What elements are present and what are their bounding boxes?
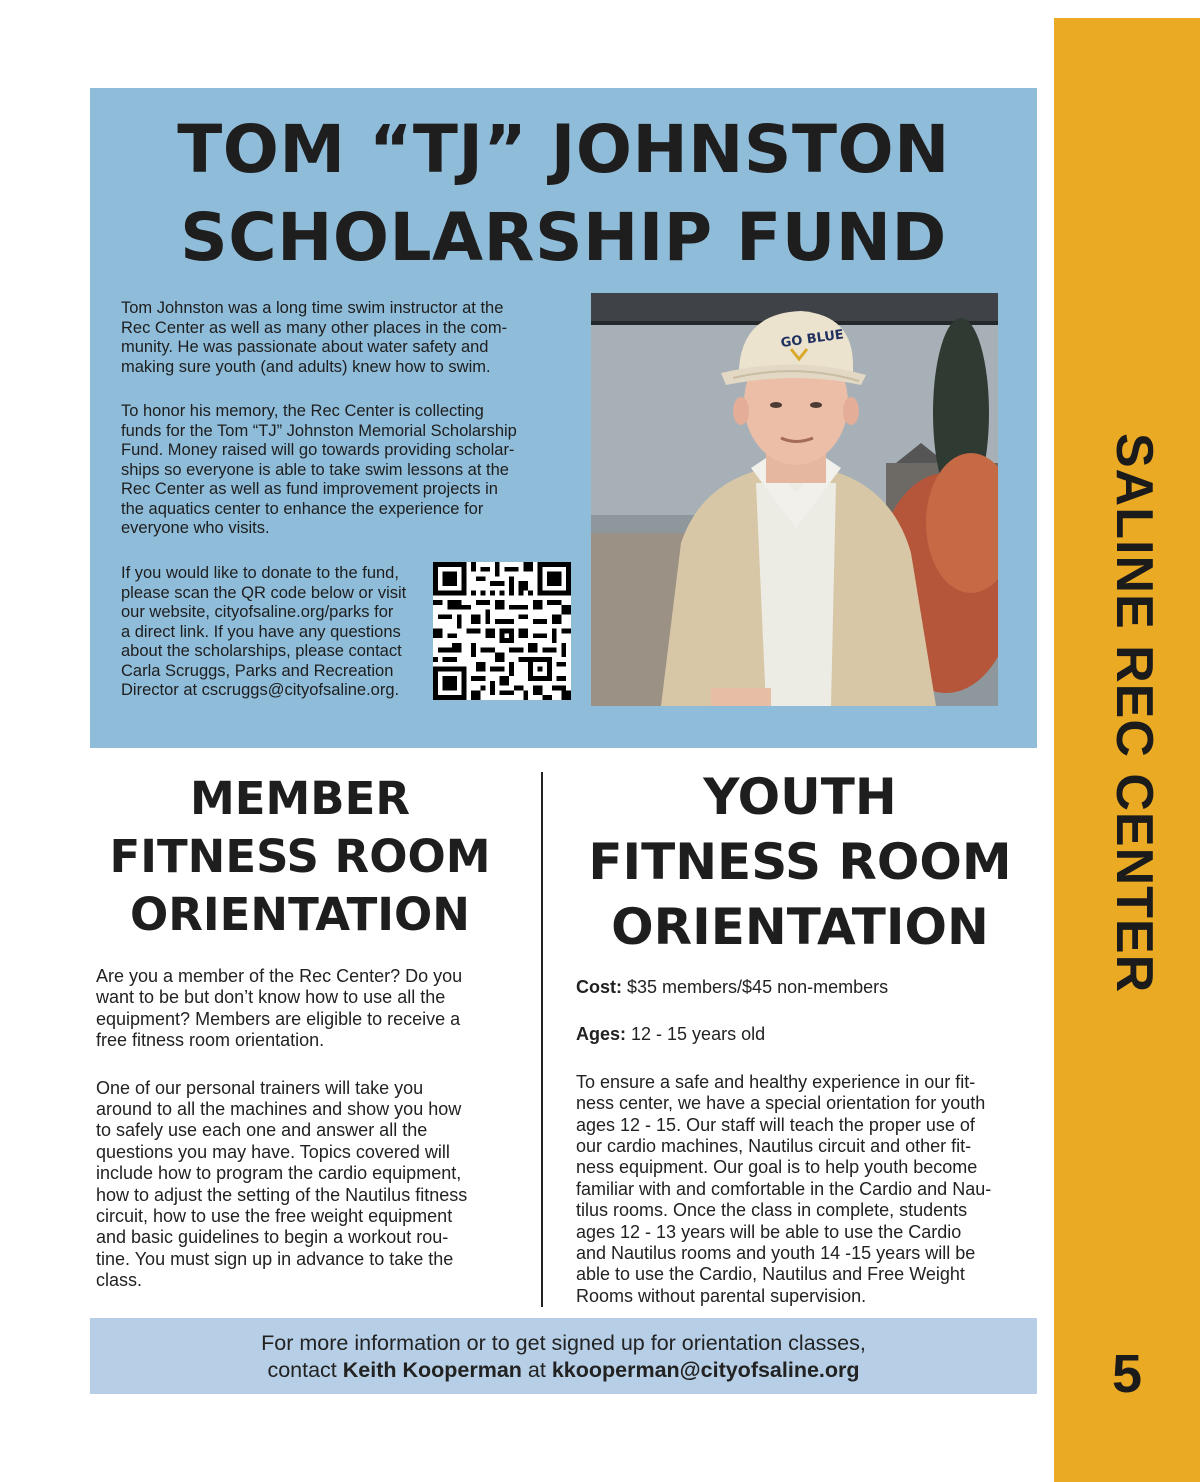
member-paragraph-2 <box>96 1078 526 1292</box>
text-line: To honor his memory, the Rec Center is collecting <box>121 402 484 420</box>
heading-line: YOUTH <box>703 768 897 826</box>
contact-email-link[interactable]: kkooperman@cityofsaline.org <box>551 1358 860 1382</box>
text-line: please scan the QR code below or visit <box>121 583 407 602</box>
page-number: 5 <box>1111 1344 1143 1404</box>
text-line: Rec Center as well as many other places in the com- <box>121 318 508 337</box>
text-line: making sure youth (and adults) knew how to swim. <box>121 357 491 376</box>
text-line: Rec Center as well as fund improvement projects in <box>121 480 498 498</box>
text-line: questions you may have. Topics covered will <box>96 1141 450 1162</box>
text-line: our website, cityofsaline.org/parks for <box>121 603 394 621</box>
text-line: tine. You must sign up in advance to take the <box>96 1248 454 1269</box>
member-orientation-heading <box>90 770 510 944</box>
scholarship-intro-paragraph <box>121 299 561 377</box>
sidebar-band <box>1054 18 1200 1482</box>
heading-line: FITNESS ROOM <box>588 833 1012 891</box>
portrait-illustration <box>591 293 998 706</box>
text-line: If you would like to donate to the fund, <box>121 564 399 582</box>
heading-line: MEMBER <box>190 772 410 825</box>
text-line: Carla Scruggs, Parks and Recreation <box>121 661 394 680</box>
text-line: Director at cscruggs@cityofsaline.org. <box>121 681 400 699</box>
donation-qr-code[interactable] <box>433 562 571 700</box>
text-line: ages 12 - 15. Our staff will teach the proper use of <box>576 1114 975 1135</box>
heading-line: ORIENTATION <box>130 888 470 941</box>
text-line: to safely use each one and answer all the <box>96 1120 428 1141</box>
text-line: class. <box>96 1270 143 1291</box>
ages-value: 12 - 15 years old <box>626 1024 766 1045</box>
contact-footer <box>90 1318 1037 1394</box>
text-line: munity. He was passionate about water safety and <box>121 338 489 356</box>
youth-description <box>576 977 1036 1307</box>
text-line: everyone who visits. <box>121 519 270 537</box>
text-line: our cardio machines, Nautilus circuit and other fit- <box>576 1136 972 1157</box>
text-line: equipment? Members are eligible to receive a <box>96 1008 461 1029</box>
contact-prefix: contact <box>267 1358 343 1382</box>
text-line: a direct link. If you have any questions <box>121 622 401 641</box>
heading-line: ORIENTATION <box>611 898 989 956</box>
text-line: and basic guidelines to begin a workout rou- <box>96 1227 449 1248</box>
member-paragraph-1 <box>96 966 526 1052</box>
text-line: funds for the Tom “TJ” Johnston Memorial Scholarship <box>121 421 517 440</box>
member-description <box>96 966 526 1292</box>
tom-johnston-photo <box>591 293 998 706</box>
scholarship-title <box>90 106 1037 282</box>
text-line: about the scholarships, please contact <box>121 642 402 660</box>
youth-ages <box>576 1024 1036 1045</box>
text-line: around to all the machines and show you how <box>96 1099 462 1120</box>
text-line: ages 12 - 13 years will be able to use the Cardio <box>576 1221 962 1242</box>
sidebar-title: SALINE REC CENTER <box>1105 433 1163 994</box>
cap-logo-text: GO BLUE <box>779 327 845 352</box>
youth-cost <box>576 977 1036 998</box>
text-line: Rooms without parental supervision. <box>576 1285 867 1306</box>
text-line: the aquatics center to enhance the experience for <box>121 499 484 518</box>
scholarship-title-line2: SCHOLARSHIP FUND <box>180 199 947 276</box>
text-line: Are you a member of the Rec Center? Do you <box>96 966 463 986</box>
text-line: include how to program the cardio equipment, <box>96 1163 462 1184</box>
text-line: ness center, we have a special orientation for youth <box>576 1093 986 1114</box>
text-line: Fund. Money raised will go towards providing scholar- <box>121 441 515 459</box>
scholarship-title-line1: TOM “TJ” JOHNSTON <box>177 111 950 188</box>
text-line: ness equipment. Our goal is to help youth become <box>576 1157 978 1178</box>
cost-value: $35 members/$45 non-members <box>622 977 889 997</box>
footer-line1: For more information or to get signed up for orientation classes, <box>261 1331 866 1355</box>
text-line: One of our personal trainers will take you <box>96 1077 424 1098</box>
text-line: able to use the Cardio, Nautilus and Free Weight <box>576 1264 965 1285</box>
text-line: how to adjust the setting of the Nautilus fitness <box>96 1184 468 1205</box>
text-line: To ensure a safe and healthy experience in our fit- <box>576 1071 976 1092</box>
contact-name: Keith Kooperman <box>342 1358 522 1382</box>
youth-orientation-heading <box>575 765 1025 960</box>
footer-line2 <box>90 1357 1037 1384</box>
scholarship-honor-paragraph <box>121 402 571 539</box>
scholarship-panel <box>90 88 1037 748</box>
text-line: tilus rooms. Once the class in complete, students <box>576 1200 968 1221</box>
scholarship-donate-paragraph <box>121 564 431 701</box>
text-line: Tom Johnston was a long time swim instructor at the <box>121 299 504 317</box>
column-divider <box>541 772 543 1307</box>
text-line: familiar with and comfortable in the Cardio and Nau- <box>576 1178 992 1199</box>
text-line: circuit, how to use the free weight equipment <box>96 1206 453 1227</box>
heading-line: FITNESS ROOM <box>109 830 491 883</box>
cost-label: Cost: <box>576 977 622 997</box>
text-line: ships so everyone is able to take swim lessons at the <box>121 460 509 479</box>
qr-code-icon <box>433 562 571 700</box>
contact-at: at <box>521 1358 552 1382</box>
ages-label: Ages: <box>576 1024 627 1045</box>
text-line: and Nautilus rooms and youth 14 -15 years will be <box>576 1243 976 1264</box>
youth-paragraph <box>576 1072 1036 1307</box>
text-line: want to be but don’t know how to use all the <box>96 987 446 1008</box>
text-line: free fitness room orientation. <box>96 1030 325 1051</box>
